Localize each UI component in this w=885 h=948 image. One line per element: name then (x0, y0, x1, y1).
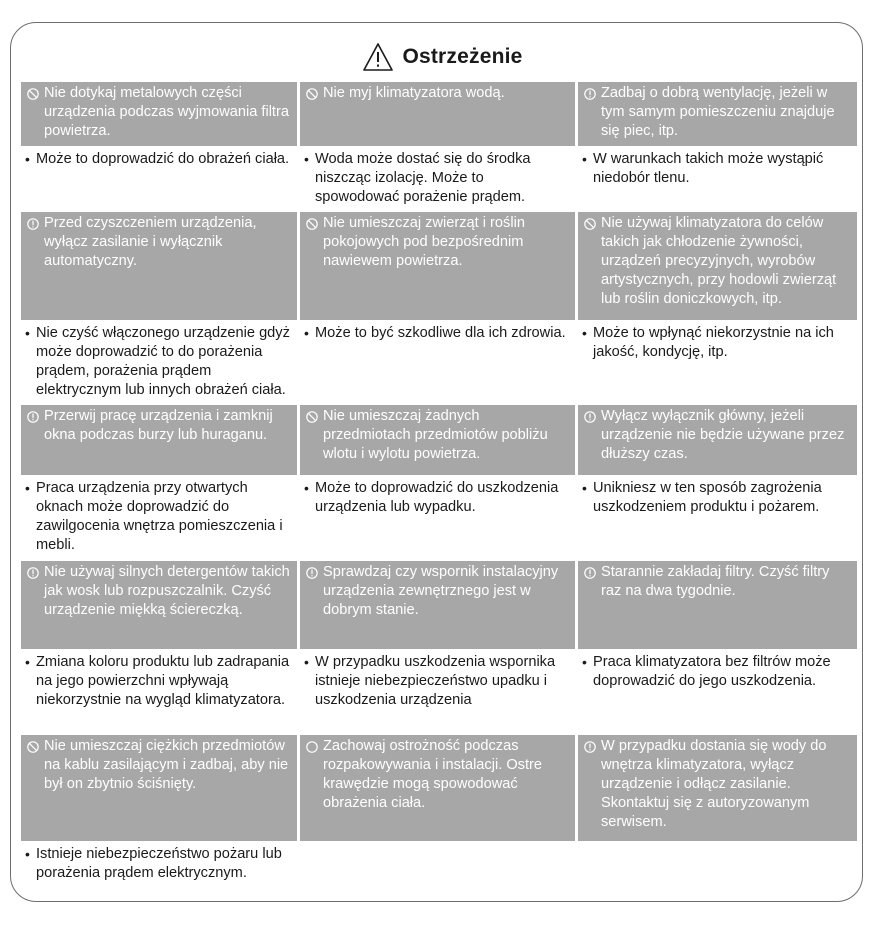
warning-header: Sprawdzaj czy wspornik instalacyjny urządzenia zewnętrznego jest w dobrym stanie. (300, 561, 575, 649)
warning-header: Wyłącz wyłącznik główny, jeżeli urządzenie nie będzie używane przez dłuższy czas. (578, 405, 857, 475)
mandatory-icon (27, 410, 39, 422)
prohibited-icon (27, 87, 39, 99)
warning-header: Nie umieszczaj zwierząt i roślin pokojowych pod bezpośrednim nawiewem powietrza. (300, 212, 575, 320)
warning-description: • Może to doprowadzić do obrażeń ciała. (25, 151, 290, 167)
warning-header: Zadbaj o dobrą wentylację, jeżeli w tym samym pomieszczeniu znajduje się piec, itp. (578, 82, 857, 146)
warning-description: • Może to być szkodliwe dla ich zdrowia. (304, 325, 566, 341)
prohibited-icon (584, 217, 596, 229)
mandatory-icon (584, 410, 596, 422)
warning-header: Nie dotykaj metalowych części urządzenia podczas wyjmowania filtra powietrza. (21, 82, 297, 146)
warning-triangle-icon (362, 42, 394, 72)
warning-description: • W warunkach takich może wystąpić niedobór tlenu. (582, 151, 824, 186)
mandatory-icon (27, 566, 39, 578)
warning-header: Starannie zakładaj filtry. Czyść filtry raz na dwa tygodnie. (578, 561, 857, 649)
empty-cell (578, 845, 857, 909)
warning-header: Nie używaj silnych detergentów takich jak wosk lub rozpuszczalnik. Czyść urządzenie miękką ściereczką. (21, 561, 297, 649)
prohibited-icon (306, 87, 318, 99)
warning-header: Nie myj klimatyzatora wodą. (300, 82, 575, 146)
warning-header: Przerwij pracę urządzenia i zamknij okna podczas burzy lub huraganu. (21, 405, 297, 475)
warning-title (0, 40, 885, 74)
prohibited-icon (27, 740, 39, 752)
page-title: Ostrzeżenie (402, 45, 523, 68)
warning-description: • Praca urządzenia przy otwartych oknach może doprowadzić do zawilgocenia wnętrza pomieszczenia i mebli. (25, 480, 283, 553)
warning-description: • Istnieje niebezpieczeństwo pożaru lub porażenia prądem elektrycznym. (25, 846, 282, 881)
warning-header: Nie używaj klimatyzatora do celów takich jak chłodzenie żywności, urządzeń precyzyjnych, wyrobów artystycznych, przy hodowli zwierząt lub roślin doniczkowych, itp. (578, 212, 857, 320)
warning-description: • Woda może dostać się do środka niszcząc izolację. Może to spowodować porażenie prądem. (304, 151, 531, 205)
empty-cell (300, 845, 575, 909)
mandatory-icon (584, 740, 596, 752)
mandatory-icon (306, 566, 318, 578)
warning-description: • Może to wpłynąć niekorzystnie na ich jakość, kondycję, itp. (582, 325, 834, 360)
warning-description: • Zmiana koloru produktu lub zadrapania na jego powierzchni wpływają niekorzystnie na wygląd klimatyzatora. (25, 654, 290, 708)
warning-description: • Może to doprowadzić do uszkodzenia urządzenia lub wypadku. (304, 480, 559, 515)
warning-description: • Unikniesz w ten sposób zagrożenia uszkodzeniem produktu i pożarem. (582, 480, 822, 515)
warning-description: • W przypadku uszkodzenia wspornika istnieje niebezpieczeństwo upadku i uszkodzenia urządzenia (304, 654, 556, 708)
prohibited-icon (306, 410, 318, 422)
warning-header: Nie umieszczaj żadnych przedmiotach przedmiotów pobliżu wlotu i wylotu powietrza. (300, 405, 575, 475)
mandatory-icon (584, 566, 596, 578)
warning-header: Zachowaj ostrożność podczas rozpakowywania i instalacji. Ostre krawędzie mogą spowodować obrażenia ciała. (300, 735, 575, 841)
mandatory-icon (584, 87, 596, 99)
warning-description: • Praca klimatyzatora bez filtrów może doprowadzić do jego uszkodzenia. (582, 654, 831, 689)
warning-grid (21, 82, 857, 909)
prohibited-icon (306, 217, 318, 229)
warning-header: Nie umieszczaj ciężkich przedmiotów na kablu zasilającym i zadbaj, aby nie był on zbytnio ściśnięty. (21, 735, 297, 841)
warning-header: W przypadku dostania się wody do wnętrza klimatyzatora, wyłącz urządzenie i odłącz zasilanie. Skontaktuj się z autoryzowanym serwisem. (578, 735, 857, 841)
warning-description: • Nie czyść włączonego urządzenie gdyż może doprowadzić to do porażenia prądem, porażenia prądem elektrycznym lub innych obrażeń ciała. (25, 325, 290, 398)
warning-header: Przed czyszczeniem urządzenia, wyłącz zasilanie i wyłącznik automatyczny. (21, 212, 297, 320)
caution-icon (306, 740, 318, 752)
mandatory-icon (27, 217, 39, 229)
